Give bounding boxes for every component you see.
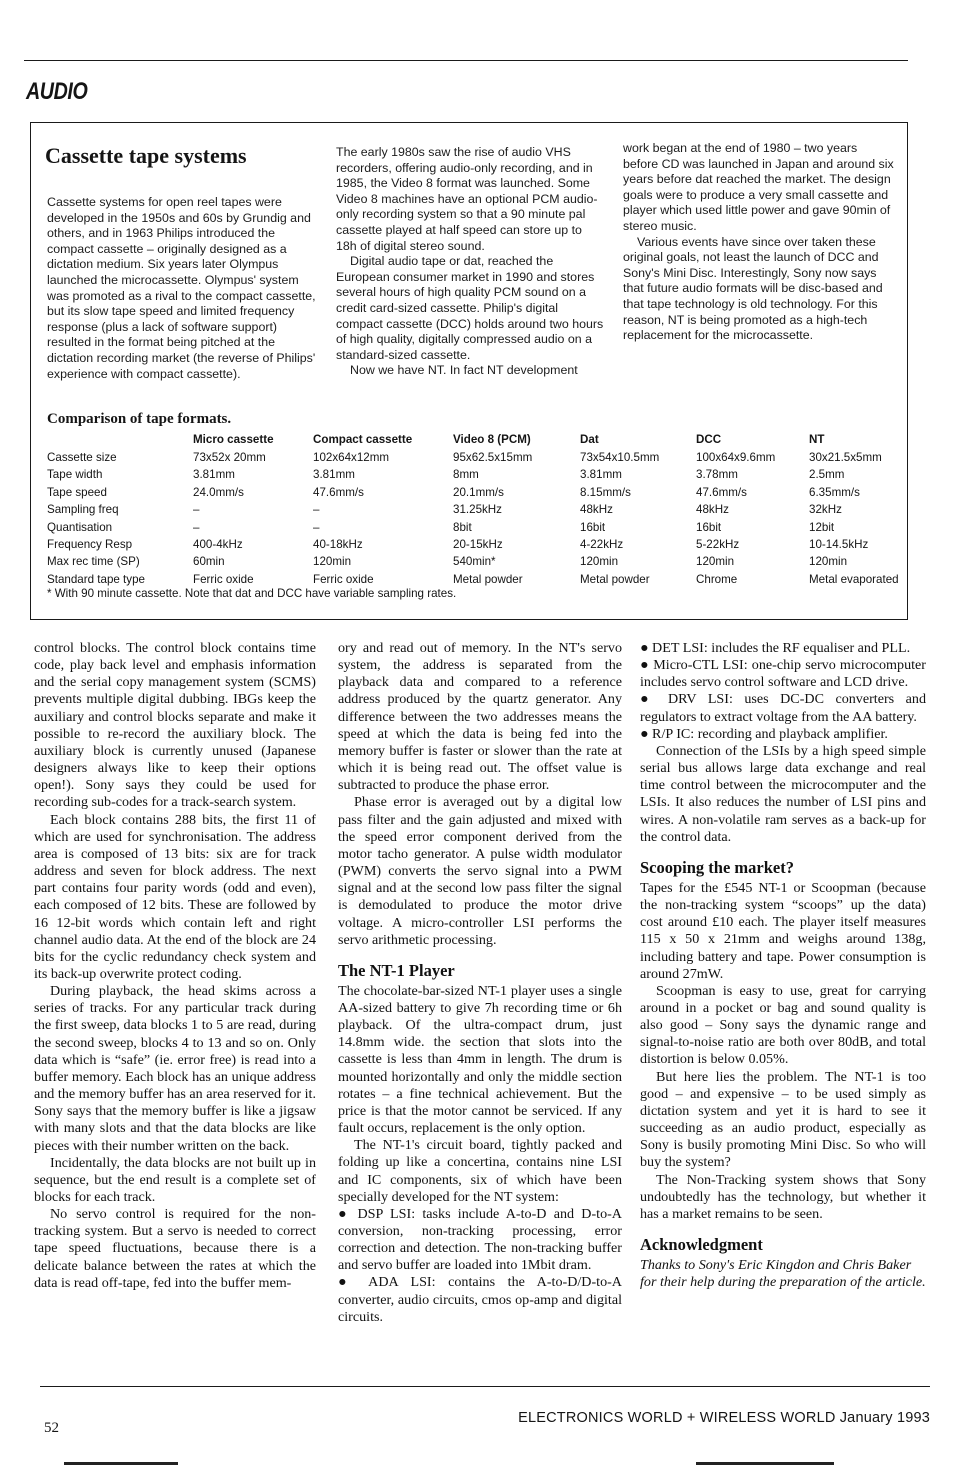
table-row-label: Cassette size xyxy=(47,451,117,464)
table-cell: Ferric oxide xyxy=(193,572,254,586)
heading-scooping-market: Scooping the market? xyxy=(640,857,794,877)
table-row-label: Standard tape type xyxy=(47,572,145,586)
table-row-label: Sampling freq xyxy=(47,503,119,517)
scan-mark xyxy=(64,1462,178,1465)
paragraph: Incidentally, the data blocks are not built up in sequence, but the end result is a complete set of blocks for each track. xyxy=(34,1154,316,1205)
table-cell: 95x62.5x15mm xyxy=(453,451,533,464)
article-column-3 xyxy=(640,640,926,1291)
table-cell: 102x64x12mm xyxy=(313,451,390,464)
article-column-2 xyxy=(338,640,622,1326)
box-paragraph: The early 1980s saw the rise of audio VHS recorders, offering audio-only recording, and in 1985, the Video 8 format was launched. Some Video 8 machines have an optional PCM audio-only recording system so that a 90 minute pal cassette played at half speed can store up to 18h of digital stereo sound. xyxy=(336,145,598,253)
table-cell: 540min* xyxy=(453,555,496,569)
article-column-1 xyxy=(34,640,316,1292)
bullet-item: ● DSP LSI: tasks include A-to-D and D-to-A conversion, non-tracking processing, error correction and detection. The non-tracking buffer and servo buffer are loaded into 1Mbit dram. xyxy=(338,1206,622,1275)
table-title: Comparison of tape formats. xyxy=(47,411,232,427)
table-row-label: Quantisation xyxy=(47,520,113,534)
paragraph: The Non-Tracking system shows that Sony undoubtedly has the technology, but whether it has a market remains to be seen. xyxy=(640,1171,926,1222)
box-title: Cassette tape systems xyxy=(45,143,247,168)
table-cell: 40-18kHz xyxy=(313,538,363,551)
paragraph: Tapes for the £545 NT-1 or Scoopman (because the non-tracking system “scoops” up the data) cost around £10 each. The player itself measures 115 x 50 x 21mm and weighs around 138g, including battery and tape. Power consumption is around 27mW. xyxy=(640,879,926,982)
table-header-cell: NT xyxy=(809,433,825,446)
table-cell: 100x64x9.6mm xyxy=(696,451,776,464)
table-cell: 8mm xyxy=(453,468,479,482)
box-paragraph: Cassette systems for open reel tapes were developed in the 1950s and 60s by Grundig and others, and in 1963 Philips introduced the compact cassette – originally designed as a dictation medium. Six years later Olympus launched the microcassette. Olympus' system was promoted as a rival to the compact cassette, but its slow tape speed and limited frequency response (plus a lack of software support) resulted in the format being pitched at the dictation recording market (the reverse of Philips' experience with compact cassette). xyxy=(47,195,316,381)
top-rule xyxy=(24,60,908,61)
table-cell: 16bit xyxy=(696,520,722,534)
paragraph: Each block contains 288 bits, the first 11 of which are used for synchronisation. The address area is composed of 13 bits: six are for track address and seven for block address. The next part contains four parity words (odd and even), each composed of 12 bits. These are followed by 16 12-bit words which contain left and right channel audio data. At the end of the block are 24 bits for the cyclic redundancy check system and its back-up overwrite protect coding. xyxy=(34,811,316,982)
table-cell: 8bit xyxy=(453,520,472,534)
table-row-label: Tape speed xyxy=(47,485,107,499)
heading-acknowledgment: Acknowledgment xyxy=(640,1235,763,1254)
paragraph: The chocolate-bar-sized NT-1 player uses a single AA-sized battery to give 7h recording time or 6h playback. Of the ultra-compact drum, just 14.8mm wide. the section that slots into the cassette is less than 4mm in length. The drum is mounted horizontally and only the middle section rotates – a fine technical achievement. But the price is that the motor cannot be serviced. If any fault occurs, replacement is the only option. xyxy=(338,982,622,1137)
paragraph: ory and read out of memory. In the NT's servo system, the address is separated from the playback data and compared to a reference address produced by the quartz generator. Any difference between the two addresses means the speed at which the data is being fed into the memory buffer is faster or slower than the rate at which it is being read out. The offset value is subtracted to produce the phase error. xyxy=(338,640,622,794)
table-header-cell: Micro cassette xyxy=(193,433,274,446)
bottom-rule xyxy=(40,1386,930,1387)
table-cell: 3.81mm xyxy=(580,468,622,482)
table-cell: 5-22kHz xyxy=(696,538,740,551)
bullet-item: ● R/P IC: recording and playback amplifier. xyxy=(640,726,926,743)
box-column-1 xyxy=(47,195,319,382)
box-paragraph: Various events have since over taken these original goals, not least the launch of DCC and Sony's Mini Disc. Interestingly, Sony now says that future audio formats will be disc-based and that tape technology is old technology. For this reason, NT is being promoted as a high-tech replacement for the microcassette. xyxy=(623,234,883,343)
table-cell: 24.0mm/s xyxy=(193,485,244,499)
table-cell: 31.25kHz xyxy=(453,503,502,517)
table-row-label: Tape width xyxy=(47,468,103,482)
table-cell: 400-4kHz xyxy=(193,538,243,551)
table-cell: 8.15mm/s xyxy=(580,485,631,499)
table-cell: 20-15kHz xyxy=(453,538,503,551)
box-paragraph: Digital audio tape or dat, reached the European consumer market in 1990 and stores several hours of high quality PCM sound on a credit card-sized cassette. Philip's digital compact cassette (DCC) holds around two hours of high quality, digitally compressed audio on a standard-sized cassette. xyxy=(336,254,604,362)
table-cell: 12bit xyxy=(809,520,835,534)
paragraph: Phase error is averaged out by a digital low pass filter and the gain adjusted and mixed with the speed error component derived from the motor tacho generator. A pulse width modulator (PWM) converts the servo signal into a PWM signal and at the second low pass filter the signal is demodulated to produce the motor drive voltage. A micro-controller LSI performs the servo arithmetic processing. xyxy=(338,794,622,948)
table-cell: 73x52x 20mm xyxy=(193,451,266,464)
bullet-item: ● DET LSI: includes the RF equaliser and PLL. xyxy=(640,640,926,657)
table-cell: 120min xyxy=(313,555,352,569)
table-cell: 6.35mm/s xyxy=(809,485,860,499)
table-cell: 10-14.5kHz xyxy=(809,538,869,551)
table-cell: 48kHz xyxy=(580,503,613,517)
paragraph: The NT-1's circuit board, tightly packed and folding up like a concertina, contains nine LSI and IC components, six of which have been specially developed for the NT system: xyxy=(338,1137,622,1205)
paragraph: But here lies the problem. The NT-1 is too good – and expensive – to be used simply as dictation system and yet it is hard to see it succeeding as an audio product, especially as Sony is busily promoting Mini Disc. So who will buy the system? xyxy=(640,1068,926,1171)
paragraph: Connection of the LSIs by a high speed simple serial bus allows large data exchange and real time control between the microcomputer and the LSIs. It also reduces the number of LSI pins and wires. A non-volatile ram serves as a back-up for the control data. xyxy=(640,742,926,845)
table-cell: 32kHz xyxy=(809,503,842,517)
heading-nt1-player: The NT-1 Player xyxy=(338,960,455,980)
table-cell: 3.81mm xyxy=(313,468,355,482)
sidebar-box xyxy=(30,122,908,620)
journal-footer: ELECTRONICS WORLD + WIRELESS WORLD January 1993 xyxy=(518,1410,930,1426)
table-cell: 20.1mm/s xyxy=(453,485,504,499)
table-cell: 4-22kHz xyxy=(580,538,624,551)
table-cell: 30x21.5x5mm xyxy=(809,451,882,464)
table-cell: 2.5mm xyxy=(809,468,845,482)
table-header-cell: Compact cassette xyxy=(313,433,413,446)
paragraph: No servo control is required for the non-tracking system. But a servo is needed to correct tape speed fluctuations, because there is a delicate balance between the rates at which the data is read off-tape, fed into the buffer mem- xyxy=(34,1206,316,1291)
table-cell: Ferric oxide xyxy=(313,572,374,586)
section-label: AUDIO xyxy=(26,78,88,105)
table-footnote: * With 90 minute cassette. Note that dat and DCC have variable sampling rates. xyxy=(47,587,457,600)
acknowledgment-text: Thanks to Sony's Eric Kingdon and Chris Baker for their help during the preparation of the article. xyxy=(640,1257,926,1291)
table-cell: 73x54x10.5mm xyxy=(580,451,660,464)
table-cell: 47.6mm/s xyxy=(313,485,364,499)
box-column-2 xyxy=(336,145,606,379)
table-cell: Chrome xyxy=(696,572,738,586)
table-cell: – xyxy=(313,503,320,517)
table-cell: 47.6mm/s xyxy=(696,485,747,499)
table-header-cell: Video 8 (PCM) xyxy=(453,433,531,446)
page-number: 52 xyxy=(44,1420,59,1436)
bullet-item: ● DRV LSI: uses DC-DC converters and regulators to extract voltage from the AA battery. xyxy=(640,691,926,725)
table-cell: 16bit xyxy=(580,520,606,534)
table-row-label: Frequency Resp xyxy=(47,538,133,551)
paragraph: During playback, the head skims across a series of tracks. For any particular track during the first sweep, data blocks 1 to 5 are read, during the second sweep, blocks 4 to 13 and so on. Only data which is “safe” (ie. error free) is read into a buffer memory. Each block has an unique address and the memory buffer has an area reserved for it. Sony says that the memory buffer is like a jigsaw with many slots and that the data blocks are like pieces with their number written on the back. xyxy=(34,983,316,1154)
box-paragraph: Now we have NT. In fact NT development xyxy=(350,363,578,378)
bullet-item: ● Micro-CTL LSI: one-chip servo microcomputer includes servo control software and LCD drive. xyxy=(640,657,926,691)
table-cell: Metal powder xyxy=(580,572,650,586)
paragraph: Scoopman is easy to use, great for carrying around in a pocket or bag and sound quality is also good – Sony says the dynamic range and signal-to-noise ratio are both over 80dB, and total distortion is below 0.05%. xyxy=(640,982,926,1068)
table-cell: 60min xyxy=(193,555,225,569)
table-cell: 120min xyxy=(580,555,619,569)
table-cell: Metal evaporated xyxy=(809,572,899,586)
box-column-3 xyxy=(623,141,895,344)
table-cell: – xyxy=(193,503,200,517)
table-cell: – xyxy=(193,520,200,534)
table-cell: 48kHz xyxy=(696,503,729,517)
box-paragraph: work began at the end of 1980 – two years before CD was launched in Japan and around six years before dat reached the market. The design goals were to produce a very small cassette and player which used little power and gave 90min of stereo music. xyxy=(623,141,894,233)
table-row-label: Max rec time (SP) xyxy=(47,555,140,569)
bullet-item: ● ADA LSI: contains the A-to-D/D-to-A converter, audio circuits, cmos op-amp and digital circuits. xyxy=(338,1274,622,1325)
table-cell: 120min xyxy=(809,555,848,569)
table-cell: 3.81mm xyxy=(193,468,235,482)
scan-mark xyxy=(696,1462,834,1465)
table-header-cell: DCC xyxy=(696,433,722,446)
table-cell: – xyxy=(313,520,320,534)
table-cell: 3.78mm xyxy=(696,468,738,482)
table-header-cell: Dat xyxy=(580,433,599,446)
table-cell: Metal powder xyxy=(453,572,523,586)
paragraph: control blocks. The control block contains time code, play back level and emphasis information and the serial copy management system (SCMS) prevents multiple digital dubbing. IBGs keep the auxiliary and control blocks separate and make it possible to re-record the auxiliary block. The auxiliary block is currently unused (Japanese designers always like to keep their options open!). Sony says they could be used for recording sub-codes for a track-search system. xyxy=(34,640,316,811)
table-cell: 120min xyxy=(696,555,735,569)
